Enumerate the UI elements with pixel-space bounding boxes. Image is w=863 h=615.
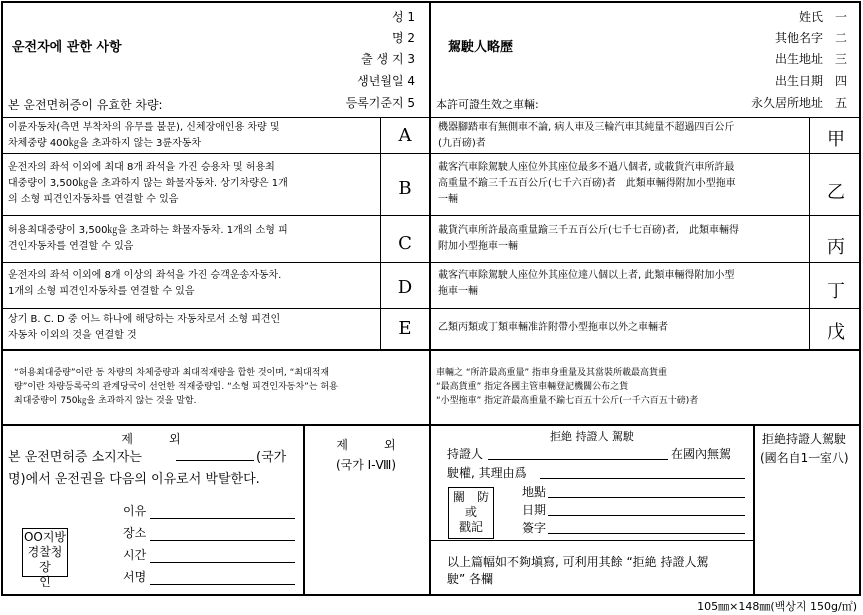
- refusal-side-line2: (國名自1ㅡ室八): [760, 451, 849, 465]
- class-b-desc-zh: [438, 160, 808, 208]
- bottom-divider-3: [753, 424, 755, 596]
- desc-line: 차체중량 400㎏을 초과하지 않는 3륜자동차: [8, 138, 202, 149]
- header-divider: [1, 117, 861, 118]
- class-a-desc-ko: [8, 120, 378, 152]
- desc-line: 高重量不踰三千五百公斤(七千六百磅)者 此類車輛得附加小型拖車: [438, 178, 736, 189]
- desc-line: 載貨汽車所許最高重量踰三千五百公斤(七千七百磅)者, 此類車輛得: [438, 225, 739, 236]
- date-label-zh: 日期: [522, 503, 547, 517]
- exclusion-title-mid: 제 외: [336, 438, 396, 452]
- desc-line: (九百磅)者: [438, 138, 486, 149]
- place-blank: [150, 540, 295, 541]
- bottom-divider-2: [429, 424, 431, 596]
- desc-line: 乙類丙類或丁類車輛准許附帶小型拖車以外之車輛者: [438, 322, 668, 333]
- notes-zh: [436, 366, 856, 408]
- desc-line: 대중량이 3,500㎏을 초과하지 않는 화물자동차. 상기차량은 1개: [8, 178, 288, 189]
- row-divider: [1, 262, 861, 263]
- note-line: 駛” 各欄: [447, 572, 494, 586]
- date-blank-zh: [548, 515, 745, 516]
- refusal-side-line1: 拒絶持證人駕駛: [762, 432, 847, 446]
- hanja-col-border: [809, 117, 810, 349]
- refusal-title: 拒絶 持證人 駕駛: [550, 430, 634, 443]
- desc-line: 이륜자동차(측면 부착차의 유무를 불문), 신체장애인용 차량 및: [8, 122, 280, 133]
- refusal-note-divider: [429, 540, 753, 541]
- class-d-letter: D: [397, 277, 413, 298]
- desc-line: 附加小型拖車一輛: [438, 241, 518, 252]
- class-d-desc-zh: [438, 268, 808, 300]
- center-divider: [429, 1, 431, 426]
- stamp-line: 경찰청장: [27, 545, 63, 574]
- field-birthplace: 출 생 지 3: [361, 52, 415, 66]
- class-c-letter: C: [398, 233, 412, 254]
- desc-line: 운전자의 좌석 이외에 최대 8개 좌석을 가진 승용차 및 허용최: [8, 162, 275, 173]
- holder-blank: [488, 459, 668, 460]
- desc-line: 상기 B. C. D 중 어느 하나에 해당하는 자동차로서 소형 피견인: [8, 314, 281, 325]
- sign-blank-zh: [548, 533, 745, 534]
- row-divider: [1, 215, 861, 216]
- row-divider: [1, 308, 861, 309]
- desc-line: 운전자의 좌석 이외에 8개 이상의 좌석을 가진 승객운송자동차.: [8, 270, 282, 281]
- reason-label: 이유: [123, 504, 147, 518]
- field-surname-zh: 姓氏 一: [798, 10, 847, 24]
- field-given-name-zh: 其他名字 二: [774, 31, 847, 45]
- desc-line: 자동차 이외의 것을 연결할 것: [8, 330, 137, 341]
- left-header-title: 운전자에 관한 사항: [12, 40, 122, 55]
- desc-line: 載客汽車除駕駛人座位外其座位最多不過八個者, 或載貨汽車所許最: [438, 162, 735, 173]
- desc-line: 載客汽車除駕駛人座位外其座位達八個以上者, 此類車輛得附加小型: [438, 270, 735, 281]
- class-c-desc-zh: [438, 223, 808, 255]
- right-header-title: 駕駛人略歷: [448, 40, 514, 55]
- reason-blank: [150, 518, 295, 519]
- stamp-line: 인: [39, 575, 51, 589]
- place-label-zh: 地點: [522, 485, 547, 499]
- exclusion-holder-a: 본 운전면허증 소지자는: [8, 450, 142, 465]
- class-c-desc-ko: [8, 223, 378, 255]
- police-stamp-box: [22, 528, 68, 589]
- valid-vehicles-label-ko: 본 운전면허증이 유효한 차량:: [8, 98, 163, 112]
- field-birthdate: 생년월일 4: [357, 74, 415, 88]
- note-line: “小型拖車” 指定許最高重量不踰七百五十公斤(一千六百五十磅)者: [436, 396, 699, 406]
- sign-label-zh: 簽字: [522, 521, 547, 535]
- class-e-hanja: 戊: [827, 322, 845, 343]
- valid-vehicles-label-zh: 本許可證生效之車輛:: [436, 98, 539, 111]
- desc-line: 허용최대중량이 3,500㎏을 초과하는 화물자동차. 1개의 소형 피: [8, 225, 288, 236]
- class-a-letter: A: [398, 125, 412, 146]
- desc-line: 一輛: [438, 194, 458, 205]
- field-birthdate-zh: 出生日期 四: [774, 74, 847, 88]
- field-birthplace-zh: 出生地址 三: [774, 52, 847, 66]
- exclusion-holder-b: (국가: [256, 450, 287, 465]
- exclusion-holder-c: 명)에서 운전권을 다음의 이유로서 박탈한다.: [8, 472, 260, 487]
- signature-label: 서명: [123, 570, 147, 584]
- field-residence-zh: 永久居所地址 五: [750, 96, 847, 110]
- note-line: 최대중량이 750㎏을 초과하지 않는 것을 말함.: [14, 396, 197, 406]
- class-b-hanja: 乙: [827, 182, 845, 203]
- time-blank: [150, 562, 295, 563]
- class-e-desc-ko: [8, 312, 378, 344]
- refusal-line1b: 在國內無駕: [671, 447, 732, 461]
- country-blank: [176, 460, 254, 461]
- row-divider: [1, 153, 861, 154]
- field-surname: 성 1: [391, 10, 415, 24]
- class-d-desc-ko: [8, 268, 378, 300]
- class-a-desc-zh: [438, 120, 808, 152]
- exclusion-title-ko: 제 외: [121, 432, 181, 446]
- seal-line: 或: [464, 505, 477, 519]
- row-divider: [1, 349, 861, 351]
- note-line: 車輛之 “所許最高重量” 指車身重量及其當裝所載最高貨重: [436, 368, 668, 378]
- note-line: “最高貨重” 指定各國主管車輛登記機關公布之貨: [436, 382, 629, 392]
- field-given-name: 명 2: [391, 31, 415, 45]
- stamp-line: OO지방: [23, 530, 67, 544]
- note-line: “허용최대중량”이란 동 차량의 차체중량과 최대적재량을 합한 것이며, “최대적재: [14, 368, 330, 378]
- class-b-letter: B: [398, 178, 412, 199]
- desc-line: 1개의 소형 피견인자동차를 연결할 수 있음: [8, 286, 195, 297]
- desc-line: 拖車一輛: [438, 286, 478, 297]
- refusal-note: [447, 554, 708, 588]
- seal-line: 關 防: [452, 490, 489, 504]
- exclusion-subtitle-mid: (국가 Ⅰ-Ⅷ): [335, 458, 397, 472]
- signature-blank: [150, 584, 295, 585]
- letter-col-border: [380, 117, 381, 349]
- desc-line: 견인자동차를 연결할 수 있음: [8, 241, 134, 252]
- field-registration: 등록기준지 5: [345, 96, 415, 110]
- refusal-holder-label: 持證人: [447, 447, 484, 461]
- seal-box: [448, 487, 494, 539]
- notes-divider: [1, 424, 861, 426]
- paper-spec: 105㎜×148㎜(백상지 150g/㎡): [697, 600, 857, 613]
- class-c-hanja: 丙: [827, 237, 845, 258]
- note-line: 량”이란 차량등록국의 관계당국이 선언한 적재중량임. “소형 피견인자동차”는 허용: [14, 382, 338, 392]
- notes-ko: [14, 366, 424, 408]
- class-a-hanja: 甲: [827, 129, 845, 150]
- seal-line: 戳記: [458, 520, 483, 534]
- time-label: 시간: [123, 548, 147, 562]
- reason-blank-zh: [540, 478, 745, 479]
- place-label: 장소: [123, 526, 147, 540]
- class-b-desc-ko: [8, 160, 378, 208]
- class-e-desc-zh: [438, 320, 808, 336]
- desc-line: 機器腳踏車有無側車不論, 病人車及三輪汽車其純量不超過四百公斤: [438, 122, 735, 133]
- desc-line: 의 소형 피견인자동차를 연결할 수 있음: [8, 194, 179, 205]
- refusal-line2: 駛權, 其理由爲: [447, 466, 527, 480]
- class-d-hanja: 丁: [827, 281, 845, 302]
- place-blank-zh: [548, 497, 745, 498]
- note-line: 以上篇幅如不夠塡寫, 可利用其餘 “拒絶 持證人駕: [447, 555, 709, 569]
- class-e-letter: E: [398, 318, 412, 339]
